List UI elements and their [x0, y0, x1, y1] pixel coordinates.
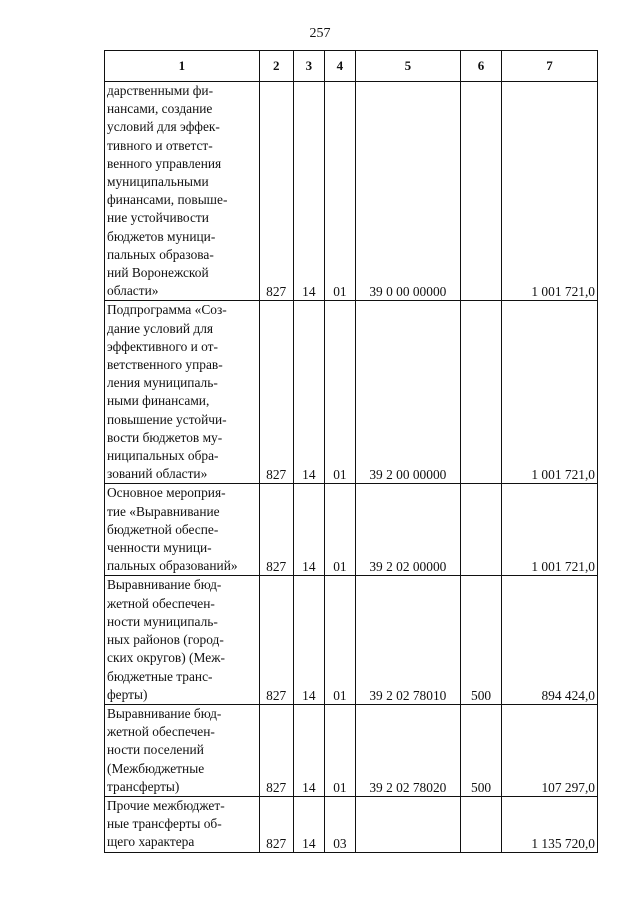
- header-row: [105, 51, 598, 82]
- header-col-3: 3: [293, 51, 325, 82]
- row-name-line: пальных образова-: [107, 246, 214, 262]
- row-name-line: тие «Выравнивание: [107, 503, 220, 519]
- row-name-cell: [105, 82, 260, 301]
- subsection-code-cell: 01: [325, 576, 356, 704]
- row-name-line: ний Воронежской: [107, 265, 209, 281]
- row-name-line: повышение устойчи-: [107, 411, 227, 427]
- row-name-line: ности муниципаль-: [107, 613, 218, 629]
- page-number: 257: [309, 26, 331, 41]
- chapter-code-cell: 827: [259, 704, 293, 796]
- row-name-line: Подпрограмма «Соз-: [107, 302, 227, 318]
- table-row: [105, 484, 598, 576]
- expense-type-cell: 500: [461, 704, 502, 796]
- amount-cell: 1 001 721,0: [502, 82, 598, 301]
- row-name-line: ферты): [107, 686, 148, 702]
- expense-type-cell: [461, 301, 502, 484]
- table-row: [105, 704, 598, 796]
- row-name-line: бюджетные транс-: [107, 668, 213, 684]
- amount-cell: 894 424,0: [502, 576, 598, 704]
- amount-cell: 107 297,0: [502, 704, 598, 796]
- row-name-line: жетной обеспечен-: [107, 595, 215, 611]
- table-row: [105, 82, 598, 301]
- expense-type-cell: [461, 82, 502, 301]
- chapter-code-cell: 827: [259, 301, 293, 484]
- row-name-line: эффективного и от-: [107, 338, 218, 354]
- amount-cell: 1 001 721,0: [502, 301, 598, 484]
- subsection-code-cell: 03: [325, 796, 356, 852]
- row-name-line: Выравнивание бюд-: [107, 577, 222, 593]
- row-name-line: тивного и ответст-: [107, 137, 213, 153]
- table-row: [105, 576, 598, 704]
- row-name-line: ные трансферты об-: [107, 816, 222, 832]
- target-article-cell: 39 2 02 78010: [355, 576, 460, 704]
- chapter-code-cell: 827: [259, 796, 293, 852]
- target-article-cell: 39 2 02 00000: [355, 484, 460, 576]
- row-name-line: зований области»: [107, 466, 208, 482]
- subsection-code-cell: 01: [325, 484, 356, 576]
- row-name-line: ние устойчивости: [107, 210, 209, 226]
- row-name-line: нансами, создание: [107, 101, 213, 117]
- row-name-line: ными финансами,: [107, 393, 210, 409]
- header-col-2: 2: [259, 51, 293, 82]
- row-name-line: трансферты): [107, 778, 180, 794]
- row-name-line: ских округов) (Меж-: [107, 650, 225, 666]
- table-body: [105, 82, 598, 853]
- row-name-cell: [105, 796, 260, 852]
- amount-cell: 1 135 720,0: [502, 796, 598, 852]
- row-name-line: бюджетной обеспе-: [107, 521, 219, 537]
- row-name-cell: [105, 704, 260, 796]
- row-name-line: жетной обеспечен-: [107, 724, 215, 740]
- row-name-line: Выравнивание бюд-: [107, 705, 222, 721]
- row-name-line: ветственного управ-: [107, 357, 223, 373]
- section-code-cell: 14: [293, 301, 325, 484]
- table-row: [105, 301, 598, 484]
- target-article-cell: 39 2 02 78020: [355, 704, 460, 796]
- target-article-cell: 39 0 00 00000: [355, 82, 460, 301]
- section-code-cell: 14: [293, 82, 325, 301]
- row-name-line: ности поселений: [107, 742, 204, 758]
- row-name-line: дание условий для: [107, 320, 214, 336]
- table-header: [105, 51, 598, 82]
- header-col-7: 7: [502, 51, 598, 82]
- row-name-line: финансами, повыше-: [107, 192, 228, 208]
- row-name-line: области»: [107, 283, 159, 299]
- header-col-4: 4: [325, 51, 356, 82]
- row-name-line: ных районов (город-: [107, 632, 224, 648]
- chapter-code-cell: 827: [259, 484, 293, 576]
- row-name-line: ления муниципаль-: [107, 375, 218, 391]
- row-name-line: бюджетов муници-: [107, 228, 216, 244]
- row-name-line: ченности муници-: [107, 540, 212, 556]
- header-col-6: 6: [461, 51, 502, 82]
- section-code-cell: 14: [293, 704, 325, 796]
- amount-cell: 1 001 721,0: [502, 484, 598, 576]
- expense-type-cell: 500: [461, 576, 502, 704]
- section-code-cell: 14: [293, 484, 325, 576]
- expense-type-cell: [461, 484, 502, 576]
- budget-table: [104, 50, 598, 853]
- row-name-line: Основное мероприя-: [107, 485, 226, 501]
- expense-type-cell: [461, 796, 502, 852]
- table-row: [105, 796, 598, 852]
- row-name-cell: [105, 576, 260, 704]
- row-name-line: (Межбюджетные: [107, 760, 205, 776]
- header-col-1: 1: [105, 51, 260, 82]
- row-name-line: условий для эффек-: [107, 119, 220, 135]
- row-name-line: дарственными фи-: [107, 83, 214, 98]
- row-name-line: муниципальными: [107, 174, 209, 190]
- row-name-line: вости бюджетов му-: [107, 429, 223, 445]
- row-name-line: венного управления: [107, 155, 222, 171]
- subsection-code-cell: 01: [325, 704, 356, 796]
- row-name-cell: [105, 301, 260, 484]
- chapter-code-cell: 827: [259, 82, 293, 301]
- header-col-5: 5: [355, 51, 460, 82]
- row-name-line: ниципальных обра-: [107, 448, 219, 464]
- row-name-cell: [105, 484, 260, 576]
- target-article-cell: 39 2 00 00000: [355, 301, 460, 484]
- row-name-line: щего характера: [107, 834, 195, 850]
- row-name-line: Прочие межбюджет-: [107, 797, 225, 813]
- subsection-code-cell: 01: [325, 301, 356, 484]
- section-code-cell: 14: [293, 576, 325, 704]
- subsection-code-cell: 01: [325, 82, 356, 301]
- row-name-line: пальных образований»: [107, 558, 238, 574]
- target-article-cell: [355, 796, 460, 852]
- chapter-code-cell: 827: [259, 576, 293, 704]
- section-code-cell: 14: [293, 796, 325, 852]
